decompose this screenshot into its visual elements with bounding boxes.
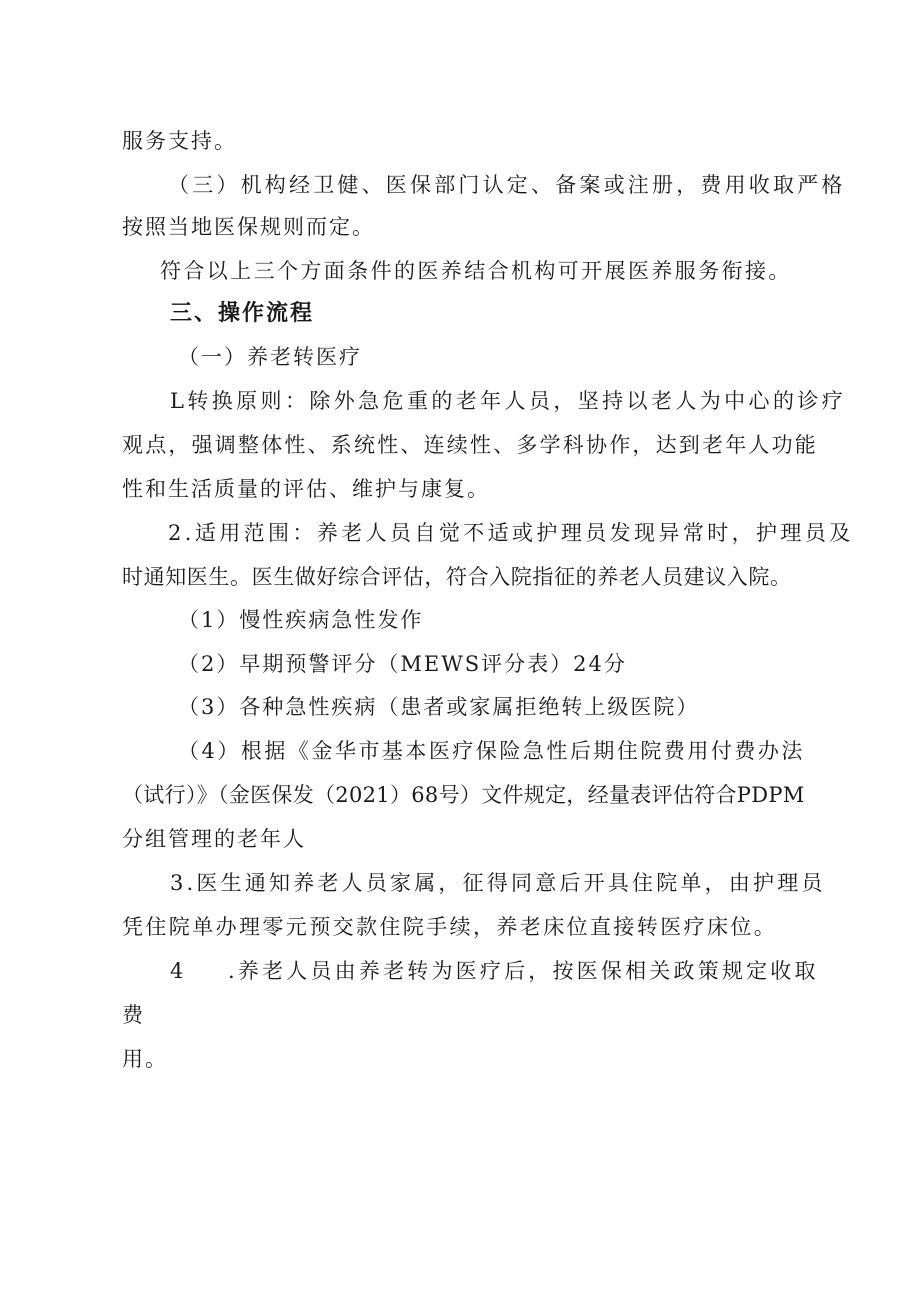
paragraph-number: 4 — [170, 959, 186, 983]
paragraph-line: 性和生活质量的评估、维护与康复。 — [122, 477, 490, 501]
list-item: （3）各种急性疾病（患者或家属拒绝转上级医院） — [178, 695, 700, 719]
paragraph-line: 分组管理的老年人 — [122, 827, 306, 851]
list-item: （1）慢性疾病急性发作 — [178, 608, 424, 632]
list-item: （2）早期预警评分（MEWS评分表）24分 — [178, 652, 627, 676]
paragraph-line: （试行）》（金医保发（2021）68号）文件规定，经量表评估符合PDPM — [122, 783, 805, 807]
paragraph-text: （三）机构经卫健、医保部门认定、备案或注册，费用收取严格 — [168, 173, 846, 197]
list-item: （4）根据《金华市基本医疗保险急性后期住院费用付费办法 — [178, 739, 805, 763]
paragraph-line — [168, 170, 846, 200]
section-heading: 三、操作流程 — [170, 301, 315, 326]
paragraph-line: 时通知医生。医生做好综合评估，符合入院指征的养老人员建议入院。 — [122, 565, 792, 589]
paragraph-line: L转换原则：除外急危重的老年人员，坚持以老人为中心的诊疗 — [170, 389, 847, 413]
paragraph-line: 费 — [122, 1003, 145, 1027]
subsection-heading: （一）养老转医疗 — [178, 345, 362, 369]
paragraph-line: 按照当地医保规则而定。 — [122, 215, 375, 239]
paragraph-line: .养老人员由养老转为医疗后，按医保相关政策规定收取 — [228, 959, 819, 983]
paragraph-line: 用。 — [122, 1047, 168, 1071]
paragraph-line: 3.医生通知养老人员家属，征得同意后开具住院单，由护理员 — [170, 871, 826, 895]
paragraph-line: 观点，强调整体性、系统性、连续性、多学科协作，达到老年人功能 — [122, 433, 818, 457]
paragraph-line: 服务支持。 — [122, 129, 237, 153]
paragraph-line: 凭住院单办理零元预交款住院手续，养老床位直接转医疗床位。 — [122, 915, 778, 939]
paragraph-line: 2.适用范围：养老人员自觉不适或护理员发现异常时，护理员及 — [168, 521, 854, 545]
paragraph-line: 符合以上三个方面条件的医养结合机构可开展医养服务衔接。 — [160, 259, 792, 283]
